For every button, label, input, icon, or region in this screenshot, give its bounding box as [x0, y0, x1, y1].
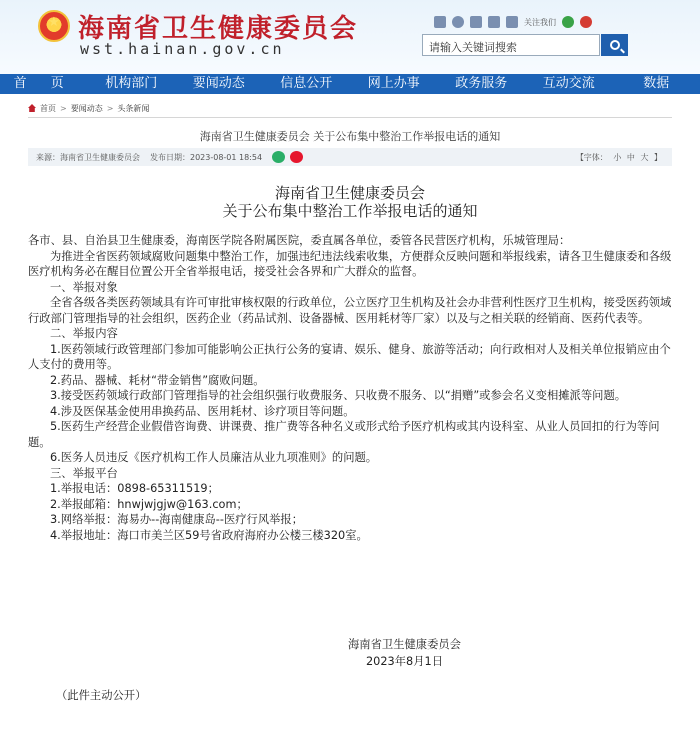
search-input[interactable]: 请输入关键词搜索	[422, 34, 600, 56]
main-nav	[0, 74, 700, 94]
search-icon	[610, 40, 620, 50]
address-item: 4.举报地址：海口市美兰区59号省政府海府办公楼三楼320室。	[50, 528, 368, 542]
app-icon[interactable]	[488, 16, 500, 28]
share-wechat-icon[interactable]	[272, 151, 285, 163]
weibo-icon[interactable]	[580, 16, 592, 28]
info-icon[interactable]	[506, 16, 518, 28]
list-item: 2.药品、器械、耗材“带金销售”腐败问题。	[50, 373, 265, 387]
site-header	[0, 0, 700, 74]
divider	[28, 117, 672, 118]
breadcrumb-headlines[interactable]: 头条新闻	[117, 103, 150, 113]
wechat-icon[interactable]	[562, 16, 574, 28]
article-source: 来源：海南省卫生健康委员会	[36, 152, 140, 162]
nav-item-online-services[interactable]: 网上办事	[367, 76, 420, 91]
section-heading: 三、举报平台	[50, 466, 118, 480]
nav-item-news[interactable]: 要闻动态	[192, 76, 245, 91]
section-heading: 一、举报对象	[50, 280, 118, 294]
intro-paragraph: 为推进全省医药领域腐败问题集中整治工作，加强违纪违法线索收集，方便群众反映问题和举报线索，请各卫生健康委和各级医疗机构务必在醒目位置公开全省举报电话，接受社会各界和广大群众的监督。	[28, 249, 672, 278]
search-button[interactable]	[601, 34, 628, 56]
breadcrumb-news[interactable]: 要闻动态	[70, 103, 103, 113]
font-size-label: 【字体：	[575, 153, 608, 162]
font-size-small[interactable]: 小	[613, 153, 622, 162]
article-title-line1: 海南省卫生健康委员会	[274, 184, 425, 202]
nav-item-gov-services[interactable]: 政务服务	[455, 76, 508, 91]
top-icon-bar	[434, 14, 592, 30]
font-size-large[interactable]: 大	[640, 153, 649, 162]
nav-item-disclosure[interactable]: 信息公开	[280, 76, 333, 91]
list-item: 4.涉及医保基金使用串换药品、医用耗材、诊疗项目等问题。	[50, 404, 355, 418]
addressee: 各市、县、自治县卫生健康委，海南医学院各附属医院，委直属各单位，委管各民营医疗机构，乐城管理局：	[28, 234, 571, 247]
font-size-medium[interactable]: 中	[626, 153, 635, 162]
list-item: 5.医药生产经营企业假借咨询费、讲课费、推广费等各种名义或形式给予医疗机构或其内设科室、从业人员回扣的行为等问题。	[28, 420, 660, 449]
share-weibo-icon[interactable]	[290, 151, 303, 163]
elder-mode-icon[interactable]	[452, 16, 464, 28]
nav-item-interaction[interactable]: 互动交流	[542, 76, 595, 91]
list-item: 1.医药领域行政管理部门参加可能影响公正执行公务的宴请、娱乐、健身、旅游等活动；向行政相对人及相关单位报销应由个人支付的费用等。	[28, 342, 671, 371]
accessibility-icon[interactable]	[434, 16, 446, 28]
home-icon	[28, 104, 36, 112]
site-url: wst.hainan.gov.cn	[80, 40, 285, 58]
signature-date: 2023年8月1日	[365, 655, 443, 668]
nav-item-home[interactable]: 首 页	[13, 76, 74, 91]
font-size-control	[573, 152, 662, 163]
mobile-icon[interactable]	[470, 16, 482, 28]
section-heading: 二、举报内容	[50, 327, 118, 340]
article-header-title: 海南省卫生健康委员会 关于公布集中整治工作举报电话的通知	[199, 130, 501, 143]
breadcrumb-home[interactable]: 首页	[40, 103, 56, 113]
list-item: 6.医务人员违反《医疗机构工作人员廉洁从业九项准则》的问题。	[50, 451, 378, 464]
breadcrumb-sep: >	[106, 103, 114, 113]
signature-org: 海南省卫生健康委员会	[348, 638, 461, 651]
breadcrumb	[28, 101, 149, 115]
online-report-item: 3.网络举报：海易办--海南健康岛--医疗行风举报；	[50, 513, 304, 526]
list-item: 3.接受医药领域行政部门管理指导的社会组织强行收费服务、只收费不服务、以“捐赠”或参会名义变相摊派等问题。	[50, 389, 627, 402]
article-meta-bar	[28, 148, 672, 166]
nav-item-departments[interactable]: 机构部门	[105, 76, 158, 91]
article-title	[28, 184, 672, 220]
nav-item-data[interactable]: 数据	[643, 76, 670, 91]
site-title[interactable]: 海南省卫生健康委员会	[78, 14, 359, 44]
font-size-close: 】	[654, 153, 662, 162]
breadcrumb-sep: >	[60, 103, 67, 113]
article-date: 发布日期：2023-08-01 18:54	[150, 152, 263, 162]
public-note: （此件主动公开）	[56, 689, 147, 702]
follow-label: 关注我们	[524, 17, 556, 27]
national-emblem-icon	[38, 10, 70, 42]
article-title-line2: 关于公布集中整治工作举报电话的通知	[222, 202, 478, 220]
body-paragraph: 全省各级各类医药领域具有许可审批审核权限的行政单位，公立医疗卫生机构及社会办非营利性医疗卫生机构，接受医药领域行政部门管理指导的社会组织，医药企业（药品试剂、设备器械、医用耗材等厂家）以及与之相关联的经销商、医药代表等。	[28, 296, 672, 325]
email-item: 2.举报邮箱：hnwjwjgjw@163.com；	[50, 497, 248, 511]
hotline-item: 1.举报电话：0898-65311519；	[50, 482, 219, 495]
article-body	[28, 233, 672, 543]
